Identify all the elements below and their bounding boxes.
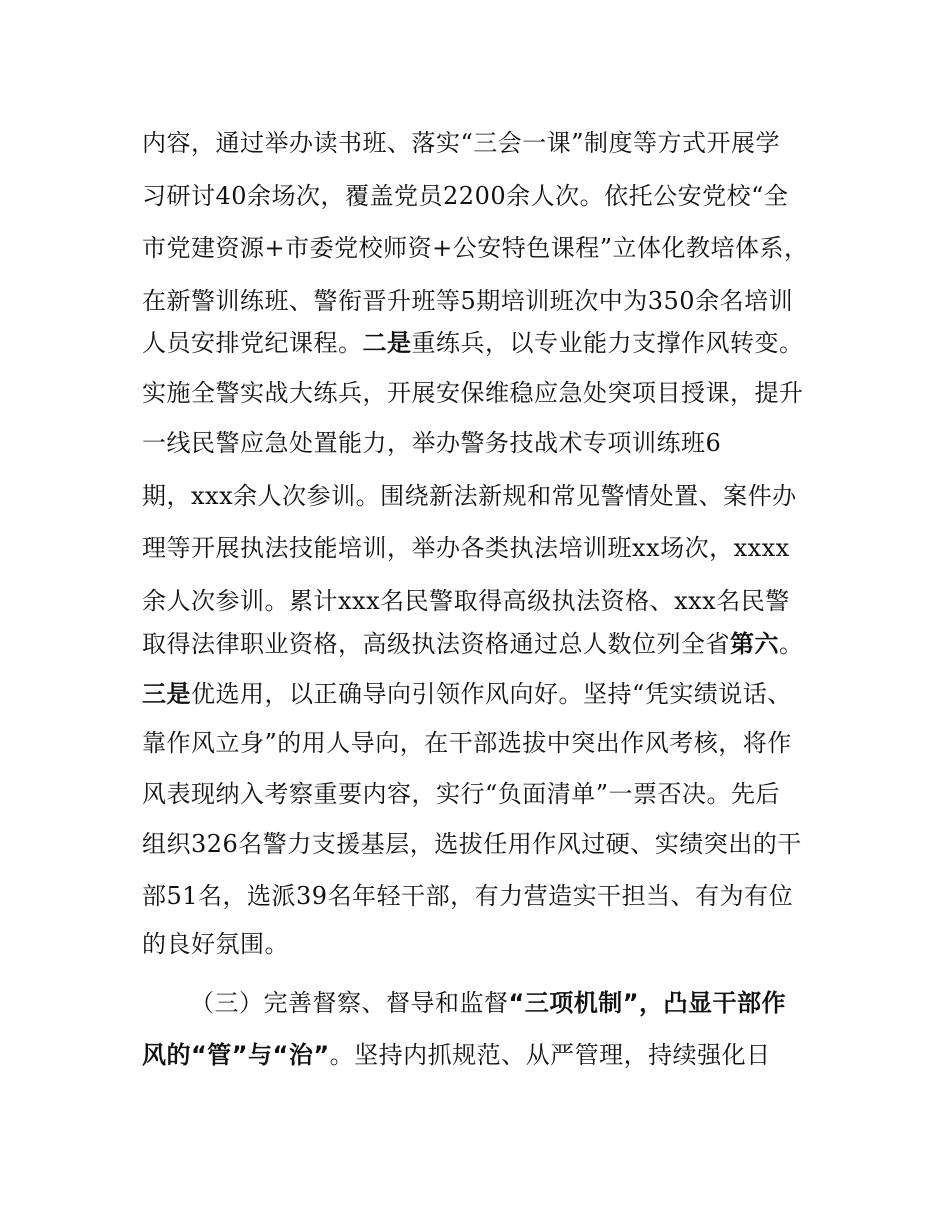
- text-run: 一线民警应急处置能力，举办警务技战术专项训练班6: [142, 429, 722, 457]
- text-run: 市党建资源+市委党校师资+公安特色课程”立体化教培体系，: [142, 234, 809, 262]
- text-line: [142, 427, 721, 459]
- section-heading-text: “三项机制”，凸显干部作: [508, 989, 787, 1017]
- text-line: [142, 727, 792, 759]
- text-run: 取得法律职业资格，高级执法资格通过总人数位列全省: [142, 630, 730, 658]
- text-line: [142, 327, 804, 359]
- text-run: 风表现纳入考察重要内容，实行“负面清单”一票否决。先后: [142, 780, 781, 808]
- text-line: [142, 377, 804, 409]
- text-run: 优选用，以正确导向引领作风向好。坚持“凭实绩说话、: [191, 680, 792, 708]
- text-run: 习研讨40余场次，覆盖党员2200余人次。依托公安党校“全: [142, 182, 789, 210]
- text-run: 靠作风立身”的用人导向，在干部选拔中突出作风考核，将作: [142, 729, 792, 757]
- text-run: 的良好氛围。: [142, 930, 289, 958]
- text-line: [142, 480, 797, 512]
- text-run: 实施全警实战大练兵，开展安保维稳应急处突项目授课，提升: [142, 379, 804, 407]
- text-line: [142, 585, 790, 617]
- section-heading-text: 风的“管”与“治”: [142, 1041, 330, 1069]
- text-line: [142, 678, 792, 710]
- text-run: 余人次参训。累计xxx名民警取得高级执法资格、xxx名民警: [142, 587, 790, 615]
- text-run: 在新警训练班、警衔晋升班等5期培训班次中为350余名培训: [142, 287, 794, 315]
- text-run: 理等开展执法技能培训，举办各类执法培训班xx场次，xxxx: [142, 534, 790, 562]
- text-line: [142, 828, 802, 860]
- bold-text: 第六: [730, 630, 779, 658]
- bold-text: 三是: [142, 680, 191, 708]
- text-run: 。: [779, 630, 804, 658]
- text-run: 组织326名警力支援基层，选拔任用作风过硬、实绩突出的干: [142, 830, 802, 858]
- text-run: 期，xxx余人次参训。围绕新法新规和常见警情处置、案件办: [142, 482, 797, 510]
- text-line: [142, 232, 809, 264]
- section-line: [190, 987, 786, 1019]
- text-line: [142, 180, 788, 212]
- text-run: 重练兵，以专业能力支撑作风转变。: [411, 329, 804, 357]
- text-line: [142, 127, 780, 159]
- text-line: [142, 532, 790, 564]
- text-line: [142, 285, 793, 317]
- text-line: [142, 778, 780, 810]
- text-line: [142, 928, 289, 960]
- text-run: 内容，通过举办读书班、落实“三会一课”制度等方式开展学: [142, 129, 781, 157]
- text-line: [142, 880, 793, 912]
- section-line: [142, 1039, 771, 1071]
- text-run: 。坚持内抓规范、从严管理，持续强化日: [329, 1041, 771, 1069]
- text-run: 部51名，选派39名年轻干部，有力营造实干担当、有为有位: [142, 882, 794, 910]
- text-run: 人员安排党纪课程。: [142, 329, 363, 357]
- bold-text: 二是: [362, 329, 412, 357]
- text-run: （三）完善督察、督导和监督: [190, 989, 509, 1017]
- text-line: [142, 628, 804, 660]
